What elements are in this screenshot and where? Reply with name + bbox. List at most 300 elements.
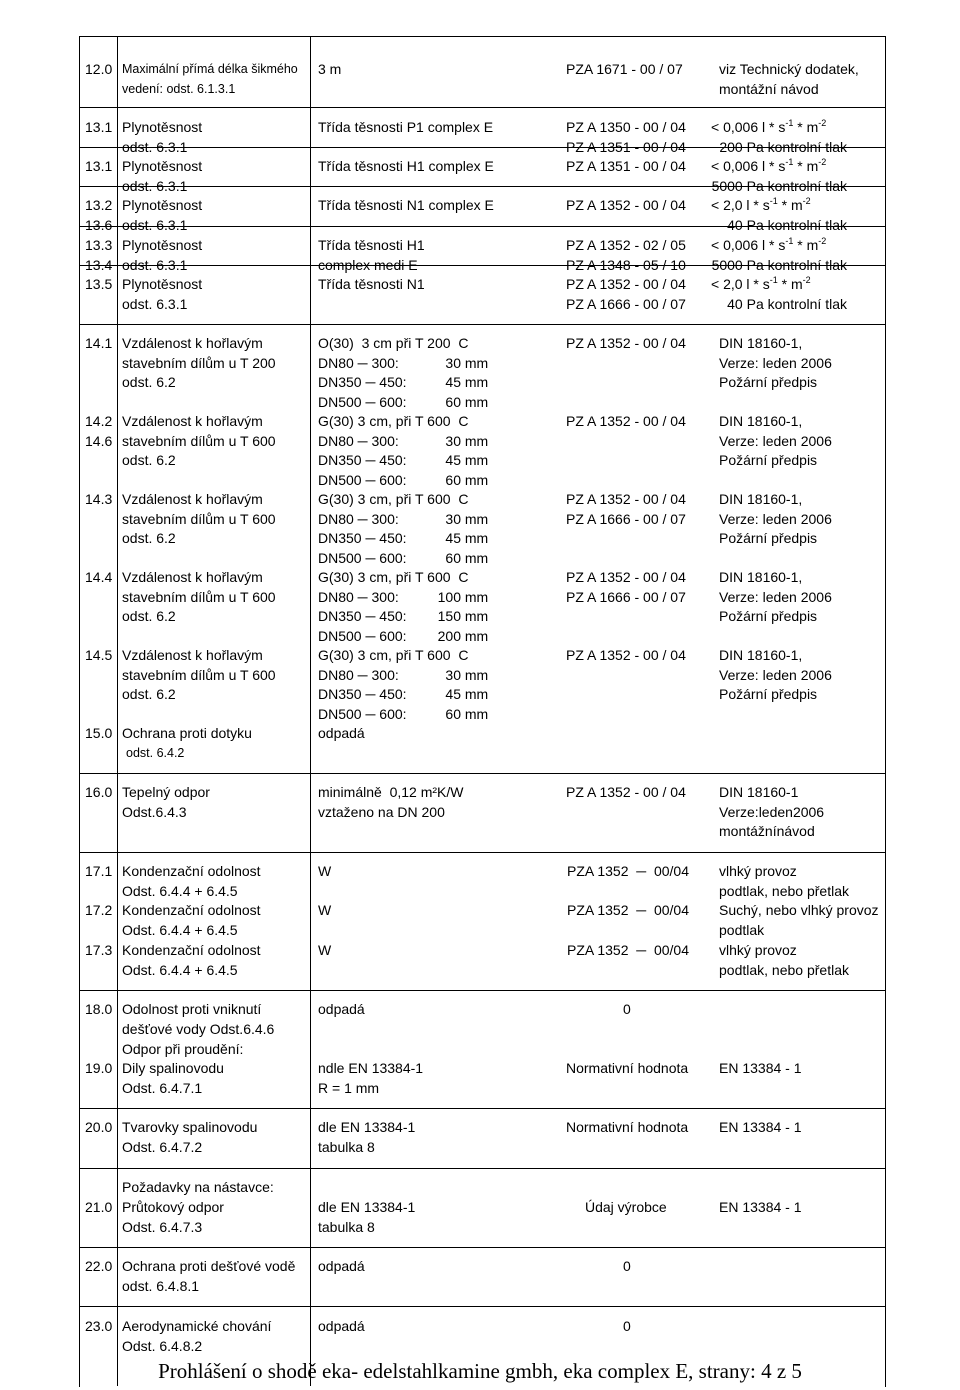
val-line: W [318, 942, 332, 958]
lab-line: Aerodynamické chování [122, 1318, 272, 1334]
row-reference [566, 236, 686, 275]
row-value [318, 1257, 365, 1277]
row-separator [79, 990, 885, 991]
num-line: 15.0 [85, 725, 113, 741]
num-line: 14.4 [85, 569, 113, 585]
val-line: dle EN 13384-1 [318, 1119, 416, 1135]
lab-line: Dily spalinovodu [122, 1060, 224, 1076]
note-line: DIN 18160-1, [719, 491, 803, 507]
lab-line: Tepelný odpor [122, 784, 210, 800]
row-label [122, 724, 252, 763]
row-label [122, 1198, 224, 1237]
ref-line: PZ A 1352 - 00 / 04 [566, 276, 686, 292]
lab-line: Maximální přímá délka šikmého [122, 62, 298, 76]
row-value [318, 862, 331, 882]
val-line: DN80 ─ 300: 100 mm [318, 588, 489, 605]
row-number [85, 490, 112, 510]
lab-line: Odst. 6.4.7.1 [122, 1079, 203, 1096]
row-label [122, 490, 276, 549]
row-number [85, 275, 112, 295]
row-reference [566, 60, 683, 80]
num-line: 14.3 [85, 491, 113, 507]
note-line: DIN 18160-1, [719, 413, 803, 429]
row-separator [79, 324, 885, 325]
ref-line: PZ A 1352 - 00 / 04 [566, 491, 686, 507]
lab-line: odst. 6.2 [122, 686, 176, 703]
lab-line: stavebním dílům u T 600 [122, 510, 276, 527]
row-reference [566, 568, 686, 607]
lab-line: Odst. 6.4.4 + 6.4.5 [122, 961, 238, 978]
note-line: Požární předpis [719, 608, 818, 625]
row-number [85, 60, 112, 80]
lab-line: odst. 6.3.1 [122, 295, 188, 312]
note-exponent: -2 [802, 196, 811, 206]
num-line: 23.0 [85, 1318, 113, 1334]
row-note [711, 157, 847, 196]
val-line: W [318, 902, 332, 918]
row-number [85, 1257, 112, 1277]
note-line: Verze:leden2006 [719, 803, 825, 820]
note-exponent: -2 [818, 236, 827, 246]
val-line: tabulka 8 [318, 1218, 375, 1235]
lab-line: Vzdálenost k hořlavým [122, 647, 263, 663]
row-number [85, 236, 112, 275]
val-line: DN500 ─ 600: 60 mm [318, 471, 489, 488]
row-note [719, 568, 832, 627]
row-label [122, 236, 202, 275]
row-label [122, 568, 276, 627]
row-reference [566, 412, 686, 432]
note-exponent: -1 [785, 157, 794, 167]
note-line: podtlak, nebo přetlak [719, 961, 849, 978]
note-line: DIN 18160-1 [719, 784, 799, 800]
row-number [85, 783, 112, 803]
val-line: Třída těsnosti N1 [318, 276, 425, 292]
ref-line: PZ A 1351 - 00 / 04 [566, 138, 686, 155]
note-line: EN 13384 - 1 [719, 1199, 802, 1215]
row-label [122, 1000, 274, 1039]
note-leak-rate: < 0,006 l * s [711, 237, 786, 253]
note-unit: * m [793, 237, 819, 253]
note-line: montážnínávod [719, 823, 815, 840]
row-label [122, 901, 261, 940]
note-line: podtlak [719, 921, 765, 938]
row-note [719, 646, 832, 705]
num-line: 21.0 [85, 1199, 113, 1215]
note-exponent: -1 [785, 236, 794, 246]
val-line: Třída těsnosti P1 complex E [318, 119, 494, 135]
row-number [85, 1059, 112, 1079]
val-line: Třída těsnosti H1 [318, 237, 425, 253]
row-number [85, 1317, 112, 1337]
row-reference [566, 334, 686, 354]
lab-line: Vzdálenost k hořlavým [122, 413, 263, 429]
row-number [85, 862, 112, 882]
row-number [85, 1118, 112, 1138]
note-pressure: 40 Pa kontrolní tlak [727, 216, 847, 233]
val-line: DN500 ─ 600: 60 mm [318, 393, 489, 410]
note-exponent: -2 [802, 275, 811, 285]
note-line: DIN 18160-1, [719, 569, 803, 585]
lab-line: Kondenzační odolnost [122, 863, 261, 879]
val-line: G(30) 3 cm, při T 600 C [318, 491, 469, 507]
lab-line: Požadavky na nástavce: [122, 1179, 274, 1195]
row-separator [79, 1168, 885, 1169]
val-line: G(30) 3 cm, při T 600 C [318, 569, 469, 585]
num-line: 13.4 [85, 256, 113, 273]
note-line: Požární předpis [719, 374, 818, 391]
lab-line: Plynotěsnost [122, 119, 203, 135]
row-note [719, 941, 849, 980]
lab-line: Plynotěsnost [122, 276, 203, 292]
row-value [318, 724, 365, 744]
row-reference: PZA 1352 ─ 00/04 [567, 902, 690, 918]
val-line: DN350 ─ 450: 45 mm [318, 374, 489, 391]
row-number [85, 901, 112, 921]
row-value [318, 901, 331, 921]
note-unit: * m [777, 197, 803, 213]
num-line: 17.2 [85, 902, 113, 918]
row-value [318, 236, 425, 275]
row-reference [566, 157, 686, 177]
num-line: 13.1 [85, 158, 113, 174]
row-label [122, 1059, 224, 1098]
lab-line: stavebním dílům u T 200 [122, 354, 276, 371]
row-number [85, 646, 112, 666]
val-line: minimálně 0,12 m²K/W [318, 784, 464, 800]
num-line: 13.6 [85, 216, 113, 233]
num-line: 14.6 [85, 432, 113, 449]
page-footer: Prohlášení o shodě eka- edelstahlkamine gmbh, eka complex E, strany: 4 z 5 [158, 1359, 802, 1383]
val-line: dle EN 13384-1 [318, 1199, 416, 1215]
row-label [122, 941, 261, 980]
row-value [318, 157, 494, 177]
row-value [318, 60, 341, 80]
row-label [122, 118, 202, 157]
lab-line: Kondenzační odolnost [122, 902, 261, 918]
row-reference [566, 275, 686, 314]
row-separator [79, 1306, 885, 1307]
row-note [719, 412, 832, 471]
lab-line: dešťové vody Odst.6.4.6 [122, 1020, 275, 1037]
val-line: G(30) 3 cm, při T 600 C [318, 647, 469, 663]
num-line: 22.0 [85, 1258, 113, 1274]
row-value-extra: 0 [623, 1001, 631, 1017]
note-line: Verze: leden 2006 [719, 432, 832, 449]
row-value [318, 334, 488, 412]
note-pressure: 40 Pa kontrolní tlak [727, 295, 847, 312]
row-number [85, 568, 112, 588]
lab-line: Odst. 6.4.8.2 [122, 1337, 203, 1354]
val-line: O(30) 3 cm při T 200 C [318, 335, 469, 351]
lab-line: Vzdálenost k hořlavým [122, 491, 263, 507]
val-line: vztaženo na DN 200 [318, 803, 445, 820]
note-exponent: -1 [785, 118, 794, 128]
row-value [318, 941, 331, 961]
num-line: 13.2 [85, 197, 113, 213]
ref-line: PZ A 1352 - 00 / 04 [566, 197, 686, 213]
row-note [711, 118, 847, 157]
ref-line: PZA 1671 - 00 / 07 [566, 61, 683, 77]
row-label [122, 1317, 271, 1356]
note-line: Verze: leden 2006 [719, 588, 832, 605]
note-unit: * m [777, 276, 803, 292]
num-line: 13.1 [85, 119, 113, 135]
row-label [122, 60, 298, 99]
lab-line: odst. 6.2 [122, 530, 176, 547]
note-leak-rate: < 0,006 l * s [711, 158, 786, 174]
row-number [85, 412, 112, 451]
num-line: 17.3 [85, 942, 113, 958]
row-label [122, 1118, 257, 1157]
lab-line: Odolnost proti vniknutí [122, 1001, 262, 1017]
row-reference [566, 118, 686, 157]
note-line: Verze: leden 2006 [719, 354, 832, 371]
note-line: Požární předpis [719, 452, 818, 469]
val-line: Třída těsnosti H1 complex E [318, 158, 494, 174]
ref-line: Normativní hodnota [566, 1119, 689, 1135]
lab-line: stavebním dílům u T 600 [122, 588, 276, 605]
row-note [711, 196, 847, 235]
row-separator [79, 107, 885, 108]
row-value [318, 118, 493, 138]
row-reference [566, 783, 686, 803]
row-label [122, 862, 261, 901]
row-reference [566, 1059, 688, 1079]
row-value [318, 196, 494, 216]
lab-line: odst. 6.3.1 [122, 216, 188, 233]
val-line: R = 1 mm [318, 1079, 380, 1096]
row-label [122, 157, 202, 196]
val-line: odpadá [318, 1258, 365, 1274]
ref-line: PZ A 1352 - 00 / 04 [566, 647, 686, 663]
row-separator [79, 1247, 885, 1248]
row-reference [566, 1118, 688, 1138]
val-line: 3 m [318, 61, 342, 77]
note-leak-rate: < 2,0 l * s [711, 197, 770, 213]
num-line: 13.3 [85, 237, 113, 253]
note-leak-rate: < 0,006 l * s [711, 119, 786, 135]
lab-line: odst. 6.2 [122, 608, 176, 625]
row-note [719, 334, 832, 393]
row-reference: PZA 1352 ─ 00/04 [567, 942, 690, 958]
num-line: 19.0 [85, 1060, 113, 1076]
val-line: DN80 ─ 300: 30 mm [318, 666, 489, 683]
row-separator [79, 1108, 885, 1109]
row-reference: Údaj výrobce [585, 1199, 667, 1215]
ref-line: PZ A 1351 - 00 / 04 [566, 158, 686, 174]
lab-line: Plynotěsnost [122, 237, 203, 253]
ref-line: PZ A 1666 - 00 / 07 [566, 295, 686, 312]
row-value-extra: 0 [623, 1318, 631, 1334]
val-line: tabulka 8 [318, 1138, 375, 1155]
lab-line: Plynotěsnost [122, 158, 203, 174]
val-line: DN350 ─ 450: 45 mm [318, 530, 489, 547]
row-value [318, 783, 463, 822]
row-note [719, 1118, 802, 1138]
row-value [318, 568, 488, 646]
ref-line: PZ A 1666 - 00 / 07 [566, 510, 686, 527]
column-divider-number [117, 36, 118, 1386]
row-number [85, 724, 112, 744]
lab-line: odst. 6.2 [122, 452, 176, 469]
lab-line: Odst. 6.4.7.3 [122, 1218, 203, 1235]
row-note [719, 490, 832, 549]
row-number [85, 1000, 112, 1020]
ref-line: PZ A 1352 - 00 / 04 [566, 569, 686, 585]
row-note [719, 901, 879, 940]
num-line: 14.5 [85, 647, 113, 663]
lab-line: Vzdálenost k hořlavým [122, 335, 263, 351]
val-line: DN500 ─ 600: 60 mm [318, 549, 489, 566]
note-unit: * m [793, 158, 819, 174]
val-line: DN80 ─ 300: 30 mm [318, 354, 489, 371]
lab-line: Odpor při proudění: [122, 1041, 244, 1057]
note-exponent: -2 [818, 157, 827, 167]
lab-line: Odst. 6.4.4 + 6.4.5 [122, 882, 238, 899]
row-value [318, 646, 488, 724]
lab-line: odst. 6.3.1 [122, 256, 188, 273]
ref-line: PZ A 1352 - 00 / 04 [566, 784, 686, 800]
note-exponent: -1 [769, 275, 778, 285]
row-note [711, 236, 847, 275]
val-line: odpadá [318, 725, 365, 741]
num-line: 14.1 [85, 335, 113, 351]
note-line: vlhký provoz [719, 863, 797, 879]
ref-line: PZ A 1352 - 00 / 04 [566, 335, 686, 351]
row-label [122, 412, 276, 471]
ref-line: PZ A 1348 - 05 / 10 [566, 256, 686, 273]
row-note [719, 60, 859, 99]
note-line: viz Technický dodatek, [719, 61, 859, 77]
row-reference [566, 196, 686, 216]
row-value [318, 275, 425, 295]
val-line: odpadá [318, 1318, 365, 1334]
note-exponent: -2 [818, 118, 827, 128]
val-line: G(30) 3 cm, při T 600 C [318, 413, 469, 429]
row-separator [79, 773, 885, 774]
row-label [122, 1040, 243, 1060]
row-sublabel: odst. 6.4.2 [126, 745, 185, 760]
num-line: 16.0 [85, 784, 113, 800]
lab-line: Odst. 6.4.4 + 6.4.5 [122, 921, 238, 938]
note-line: Suchý, nebo vlhký provoz [719, 902, 879, 918]
note-line: EN 13384 - 1 [719, 1119, 802, 1135]
num-line: 13.5 [85, 276, 113, 292]
row-note [711, 275, 847, 314]
row-note [719, 1198, 802, 1218]
note-line: DIN 18160-1, [719, 335, 803, 351]
ref-line: PZ A 1350 - 00 / 04 [566, 119, 686, 135]
row-separator [79, 852, 885, 853]
val-line: DN350 ─ 450: 150 mm [318, 608, 489, 625]
val-line: DN80 ─ 300: 30 mm [318, 510, 489, 527]
lab-line: Ochrana proti dotyku [122, 725, 252, 741]
lab-line: odst. 6.4.8.1 [122, 1277, 200, 1294]
row-number [85, 118, 112, 138]
row-label [122, 1178, 274, 1198]
val-line: DN500 ─ 600: 200 mm [318, 627, 489, 644]
num-line: 17.1 [85, 863, 113, 879]
lab-line: Odst.6.4.3 [122, 803, 187, 820]
ref-line: PZ A 1352 - 00 / 04 [566, 413, 686, 429]
lab-line: Odst. 6.4.7.2 [122, 1138, 203, 1155]
note-unit: * m [793, 119, 819, 135]
note-line: Požární předpis [719, 686, 818, 703]
note-exponent: -1 [769, 196, 778, 206]
lab-line: Průtokový odpor [122, 1199, 224, 1215]
row-value [318, 412, 488, 490]
lab-line: Plynotěsnost [122, 197, 203, 213]
note-line: DIN 18160-1, [719, 647, 803, 663]
note-line: EN 13384 - 1 [719, 1060, 802, 1076]
row-reference [566, 490, 686, 529]
row-reference [566, 646, 686, 666]
lab-line: odst. 6.3.1 [122, 177, 188, 194]
val-line: ndle EN 13384-1 [318, 1060, 424, 1076]
ref-line: PZ A 1666 - 00 / 07 [566, 588, 686, 605]
row-number [85, 1198, 112, 1218]
row-number [85, 941, 112, 961]
row-label [122, 1257, 295, 1296]
row-value-extra: 0 [623, 1258, 631, 1274]
num-line: 14.2 [85, 413, 113, 429]
row-value [318, 1198, 415, 1237]
row-note [719, 862, 849, 901]
row-note [719, 783, 824, 842]
note-line: podtlak, nebo přetlak [719, 882, 849, 899]
note-line: Verze: leden 2006 [719, 666, 832, 683]
row-number [85, 334, 112, 354]
lab-line: stavebním dílům u T 600 [122, 666, 276, 683]
row-label [122, 334, 276, 393]
row-reference: PZA 1352 ─ 00/04 [567, 863, 690, 879]
row-value [318, 1059, 423, 1098]
row-number [85, 157, 112, 177]
note-pressure: 5000 Pa kontrolní tlak [711, 177, 847, 194]
note-line: vlhký provoz [719, 942, 797, 958]
row-label [122, 646, 276, 705]
row-value [318, 1118, 415, 1157]
note-pressure: 5000 Pa kontrolní tlak [711, 256, 847, 273]
val-line: DN350 ─ 450: 45 mm [318, 686, 489, 703]
lab-line: vedení: odst. 6.1.3.1 [122, 81, 236, 96]
lab-line: Vzdálenost k hořlavým [122, 569, 263, 585]
row-label [122, 275, 202, 314]
note-line: Požární předpis [719, 530, 818, 547]
row-value [318, 1317, 365, 1337]
row-value [318, 490, 488, 568]
val-line: Třída těsnosti N1 complex E [318, 197, 494, 213]
note-leak-rate: < 2,0 l * s [711, 276, 770, 292]
val-line: DN350 ─ 450: 45 mm [318, 452, 489, 469]
val-line: odpadá [318, 1001, 365, 1017]
row-label [122, 783, 210, 822]
val-line: complex medi E [318, 256, 418, 273]
lab-line: Kondenzační odolnost [122, 942, 261, 958]
note-pressure: 200 Pa kontrolní tlak [719, 138, 847, 155]
ref-line: PZ A 1352 - 02 / 05 [566, 237, 686, 253]
row-value [318, 1000, 365, 1020]
num-line: 12.0 [85, 61, 113, 77]
row-number [85, 196, 112, 235]
row-note [719, 1059, 802, 1079]
lab-line: stavebním dílům u T 600 [122, 432, 276, 449]
note-line: Verze: leden 2006 [719, 510, 832, 527]
lab-line: odst. 6.3.1 [122, 138, 188, 155]
lab-line: odst. 6.2 [122, 374, 176, 391]
ref-line: Normativní hodnota [566, 1060, 689, 1076]
